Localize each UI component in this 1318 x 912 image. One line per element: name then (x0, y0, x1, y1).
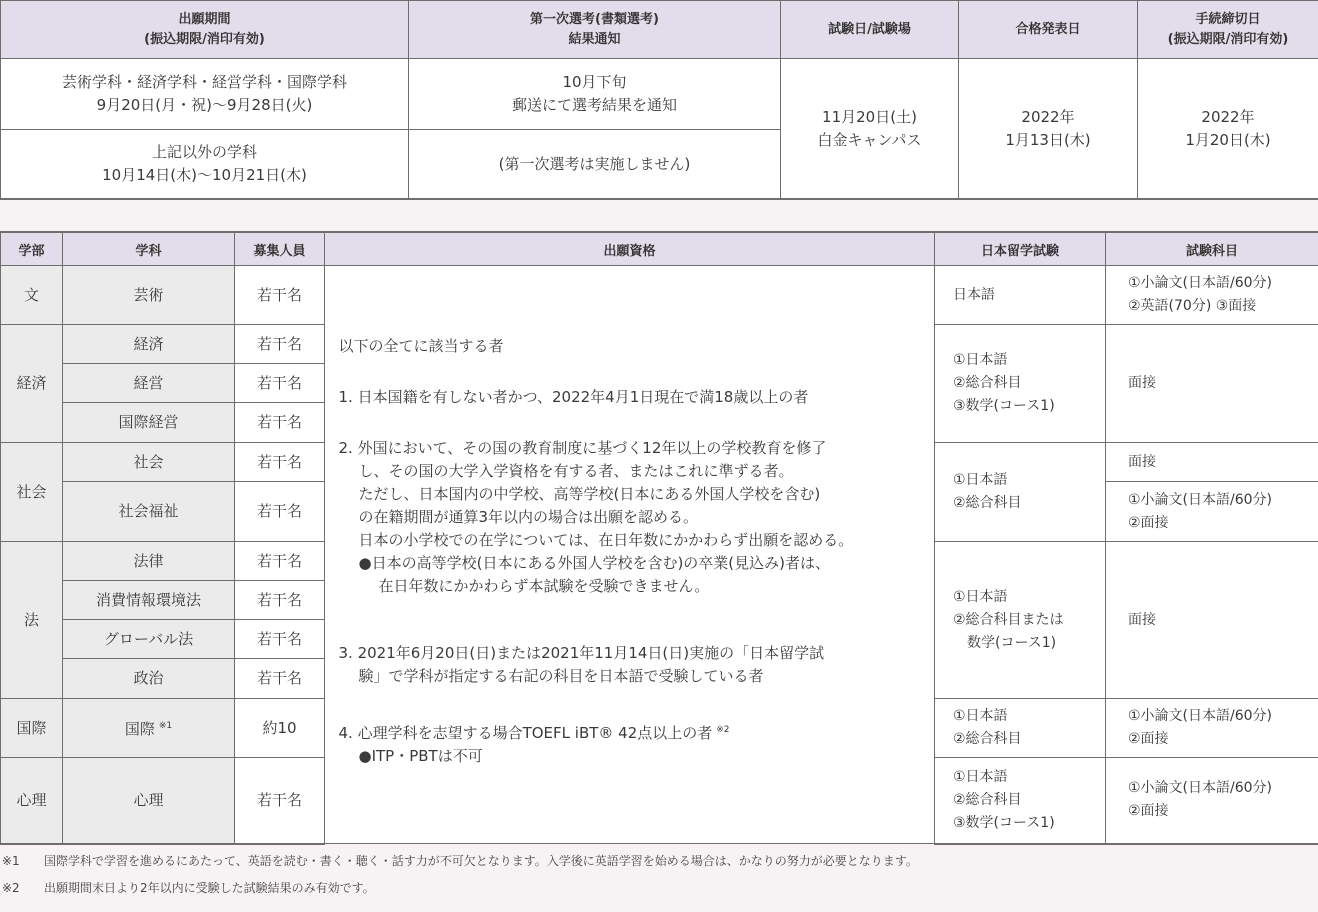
first-selection-cell: (第一次選考は実施しません) (409, 130, 781, 200)
quota-cell: 若干名 (235, 266, 325, 325)
dept-cell: 芸術 (63, 266, 235, 325)
quota-cell: 若干名 (235, 443, 325, 482)
faculty-cell: 法 (1, 542, 63, 699)
dept-cell: 社会 (63, 443, 235, 482)
header-period: 出願期間 (振込期限/消印有効) (1, 1, 409, 59)
header-quota: 募集人員 (235, 232, 325, 266)
header-announce: 合格発表日 (959, 1, 1138, 59)
subjects-cell: ①小論文(日本語/60分) ②面接 (1106, 758, 1318, 844)
eju-cell: ①日本語 ②総合科目または 数学(コース1) (935, 542, 1106, 699)
header-first-selection: 第一次選考(書類選考) 結果通知 (409, 1, 781, 59)
subjects-cell: ①小論文(日本語/60分) ②面接 (1106, 482, 1318, 542)
qualification-item-4: 4. 心理学科を志望する場合TOEFL iBT® 42点以上の者 $^{※2}$ ●ITP・PBTは不可 (338, 724, 730, 765)
period-cell: 上記以外の学科 10月14日(木)〜10月21日(木) (1, 130, 409, 200)
footnote-2: ※2 出願期間末日より2年以内に受験した試験結果のみ有効です。 (2, 881, 375, 895)
eju-cell: ①日本語 ②総合科目 (935, 699, 1106, 758)
qualification-item-2: 2. 外国において、その国の教育制度に基づく12年以上の学校教育を修了 し、その国の大学入学資格を有する者、またはこれに準ずる者。 ただし、日本国内の中学校、高等学校(日本にある外国人学校を含む) の在籍期間が通算3年以内の場合は出願を認める。 日本の小学校での在学については、在日年数にかかわらず出願を認める。 ●日本の高等学校(日本にある外国人学校を含む)の卒業(見込み)者は、 在日年数にかかわらず本試験を受験できません。 (338, 439, 854, 595)
header-deadline: 手続締切日 (振込期限/消印有効) (1138, 1, 1318, 59)
qualification-item-1: 1. 日本国籍を有しない者かつ、2022年4月1日現在で満18歳以上の者 (338, 388, 809, 406)
quota-cell: 若干名 (235, 581, 325, 620)
subjects-cell: ①小論文(日本語/60分) ②英語(70分) ③面接 (1106, 266, 1318, 325)
dept-cell: 社会福祉 (63, 482, 235, 542)
qualification-intro: 以下の全てに該当する者 (338, 337, 504, 355)
qualification-cell (325, 266, 935, 844)
header-eju: 日本留学試験 (935, 232, 1106, 266)
eju-cell: ①日本語 ②総合科目 (935, 443, 1106, 542)
dept-cell: 国際 $^{※1}$ (63, 699, 235, 758)
quota-cell: 約10 (235, 699, 325, 758)
header-subjects: 試験科目 (1106, 232, 1318, 266)
header-exam: 試験日/試験場 (781, 1, 959, 59)
header-dept: 学科 (63, 232, 235, 266)
subjects-cell: 面接 (1106, 542, 1318, 699)
faculty-cell: 経済 (1, 325, 63, 443)
faculty-cell: 心理 (1, 758, 63, 844)
quota-cell: 若干名 (235, 758, 325, 844)
faculty-cell: 国際 (1, 699, 63, 758)
deadline-cell: 2022年 1月20日(木) (1138, 59, 1318, 200)
dept-cell: グローバル法 (63, 620, 235, 659)
subjects-cell: 面接 (1106, 325, 1318, 443)
eju-cell: 日本語 (935, 266, 1106, 325)
dept-cell: 経済 (63, 325, 235, 364)
dept-cell: 国際経営 (63, 403, 235, 443)
quota-cell: 若干名 (235, 403, 325, 443)
dept-cell: 法律 (63, 542, 235, 581)
header-qualification: 出願資格 (325, 232, 935, 266)
announce-date-cell: 2022年 1月13日(木) (959, 59, 1138, 200)
first-selection-cell: 10月下旬 郵送にて選考結果を通知 (409, 59, 781, 130)
subjects-cell: 面接 (1106, 443, 1318, 482)
quota-cell: 若干名 (235, 325, 325, 364)
quota-cell: 若干名 (235, 620, 325, 659)
faculty-cell: 社会 (1, 443, 63, 542)
quota-cell: 若干名 (235, 659, 325, 699)
footnote-mark: ※1 (158, 721, 173, 731)
footnote-mark: ※2 (716, 725, 730, 735)
qualification-item-3: 3. 2021年6月20日(日)または2021年11月14日(日)実施の「日本留学試 験」で学科が指定する右記の科目を日本語で受験している者 (338, 644, 825, 685)
dept-cell: 消費情報環境法 (63, 581, 235, 620)
schedule-table (0, 0, 1318, 200)
subjects-cell: ①小論文(日本語/60分) ②面接 (1106, 699, 1318, 758)
quota-cell: 若干名 (235, 364, 325, 403)
faculty-cell: 文 (1, 266, 63, 325)
footnote-1: ※1 国際学科で学習を進めるにあたって、英語を読む・書く・聴く・話す力が不可欠となります。入学後に英語学習を始める場合は、かなりの努力が必要となります。 (2, 854, 918, 868)
period-cell: 芸術学科・経済学科・経営学科・国際学科 9月20日(月・祝)〜9月28日(火) (1, 59, 409, 130)
dept-cell: 心理 (63, 758, 235, 844)
exam-date-cell: 11月20日(土) 白金キャンパス (781, 59, 959, 200)
header-faculty: 学部 (1, 232, 63, 266)
dept-cell: 経営 (63, 364, 235, 403)
requirements-table (0, 231, 1318, 845)
quota-cell: 若干名 (235, 482, 325, 542)
quota-cell: 若干名 (235, 542, 325, 581)
dept-cell: 政治 (63, 659, 235, 699)
eju-cell: ①日本語 ②総合科目 ③数学(コース1) (935, 325, 1106, 443)
eju-cell: ①日本語 ②総合科目 ③数学(コース1) (935, 758, 1106, 844)
